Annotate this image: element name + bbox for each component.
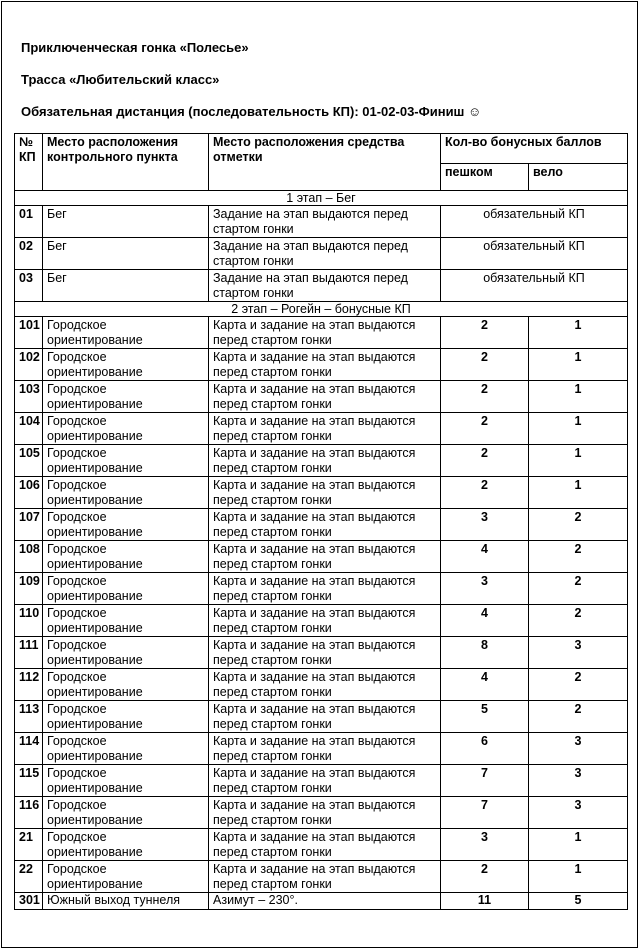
cp-foot-points: 3 <box>441 829 529 861</box>
cp-marking: Задание на этап выдаются перед стартом гонки <box>209 206 441 238</box>
cp-number: 301 <box>15 893 43 910</box>
table-row <box>15 381 628 413</box>
cp-foot-points: 5 <box>441 701 529 733</box>
cp-location: Городское ориентирование <box>43 605 209 637</box>
cp-foot-points: 2 <box>441 861 529 893</box>
cp-marking: Карта и задание на этап выдаются перед стартом гонки <box>209 765 441 797</box>
col-header-num: № КП <box>15 134 43 191</box>
table-row <box>15 861 628 893</box>
cp-foot-points: 3 <box>441 573 529 605</box>
cp-number: 113 <box>15 701 43 733</box>
stage-row <box>15 302 628 317</box>
cp-marking: Карта и задание на этап выдаются перед стартом гонки <box>209 669 441 701</box>
cp-marking: Карта и задание на этап выдаются перед стартом гонки <box>209 477 441 509</box>
col-header-location: Место расположения контрольного пункта <box>43 134 209 191</box>
cp-bike-points: 5 <box>529 893 628 910</box>
cp-foot-points: 2 <box>441 349 529 381</box>
table-row <box>15 349 628 381</box>
cp-foot-points: 4 <box>441 605 529 637</box>
cp-foot-points: 2 <box>441 413 529 445</box>
cp-number: 115 <box>15 765 43 797</box>
table-row <box>15 765 628 797</box>
cp-number: 21 <box>15 829 43 861</box>
cp-foot-points: 7 <box>441 765 529 797</box>
cp-marking: Карта и задание на этап выдаются перед стартом гонки <box>209 605 441 637</box>
col-header-foot: пешком <box>441 164 529 191</box>
cp-number: 108 <box>15 541 43 573</box>
cp-bike-points: 2 <box>529 669 628 701</box>
table-row <box>15 605 628 637</box>
cp-foot-points: 7 <box>441 797 529 829</box>
cp-number: 114 <box>15 733 43 765</box>
cp-location: Бег <box>43 238 209 270</box>
cp-marking: Карта и задание на этап выдаются перед стартом гонки <box>209 861 441 893</box>
table-row <box>15 797 628 829</box>
cp-location: Городское ориентирование <box>43 573 209 605</box>
cp-number: 110 <box>15 605 43 637</box>
stage-label: 1 этап – Бег <box>15 191 628 206</box>
cp-number: 03 <box>15 270 43 302</box>
cp-location: Городское ориентирование <box>43 701 209 733</box>
cp-marking: Карта и задание на этап выдаются перед стартом гонки <box>209 637 441 669</box>
cp-location: Городское ориентирование <box>43 317 209 349</box>
cp-location: Городское ориентирование <box>43 477 209 509</box>
cp-location: Городское ориентирование <box>43 669 209 701</box>
table-row <box>15 413 628 445</box>
cp-marking: Карта и задание на этап выдаются перед стартом гонки <box>209 317 441 349</box>
table-row <box>15 733 628 765</box>
cp-bike-points: 3 <box>529 765 628 797</box>
table-row <box>15 893 628 910</box>
cp-number: 101 <box>15 317 43 349</box>
cp-foot-points: 2 <box>441 317 529 349</box>
cp-marking: Карта и задание на этап выдаются перед стартом гонки <box>209 701 441 733</box>
stage-label: 2 этап – Рогейн – бонусные КП <box>15 302 628 317</box>
cp-location: Городское ориентирование <box>43 797 209 829</box>
cp-number: 102 <box>15 349 43 381</box>
table-row <box>15 541 628 573</box>
table-row <box>15 317 628 349</box>
table-row <box>15 206 628 238</box>
cp-bike-points: 3 <box>529 733 628 765</box>
cp-marking: Карта и задание на этап выдаются перед стартом гонки <box>209 413 441 445</box>
checkpoint-table <box>14 133 628 910</box>
cp-bike-points: 2 <box>529 509 628 541</box>
cp-foot-points: 2 <box>441 381 529 413</box>
distance-title: Обязательная дистанция (последовательность КП): 01-02-03-Финиш ☺ <box>21 104 482 119</box>
cp-bonus: обязательный КП <box>441 270 628 302</box>
cp-location: Городское ориентирование <box>43 765 209 797</box>
cp-number: 111 <box>15 637 43 669</box>
cp-number: 112 <box>15 669 43 701</box>
cp-bike-points: 3 <box>529 797 628 829</box>
cp-number: 104 <box>15 413 43 445</box>
cp-location: Бег <box>43 270 209 302</box>
cp-foot-points: 3 <box>441 509 529 541</box>
cp-number: 105 <box>15 445 43 477</box>
col-header-bike: вело <box>529 164 628 191</box>
table-row <box>15 477 628 509</box>
cp-bike-points: 1 <box>529 861 628 893</box>
table-row <box>15 701 628 733</box>
table-row <box>15 509 628 541</box>
cp-marking: Карта и задание на этап выдаются перед стартом гонки <box>209 381 441 413</box>
cp-bike-points: 1 <box>529 477 628 509</box>
cp-marking: Карта и задание на этап выдаются перед стартом гонки <box>209 797 441 829</box>
cp-bike-points: 2 <box>529 701 628 733</box>
cp-bike-points: 1 <box>529 317 628 349</box>
cp-marking: Азимут – 230°. <box>209 893 441 910</box>
cp-bike-points: 2 <box>529 541 628 573</box>
cp-bike-points: 1 <box>529 413 628 445</box>
cp-marking: Задание на этап выдаются перед стартом гонки <box>209 270 441 302</box>
cp-location: Южный выход туннеля <box>43 893 209 910</box>
cp-marking: Карта и задание на этап выдаются перед стартом гонки <box>209 349 441 381</box>
table-row <box>15 573 628 605</box>
cp-number: 02 <box>15 238 43 270</box>
cp-foot-points: 4 <box>441 669 529 701</box>
table-row <box>15 637 628 669</box>
cp-number: 103 <box>15 381 43 413</box>
cp-number: 22 <box>15 861 43 893</box>
cp-bonus: обязательный КП <box>441 206 628 238</box>
cp-marking: Карта и задание на этап выдаются перед стартом гонки <box>209 733 441 765</box>
cp-bike-points: 1 <box>529 829 628 861</box>
track-title: Трасса «Любительский класс» <box>21 72 220 87</box>
cp-number: 109 <box>15 573 43 605</box>
cp-location: Городское ориентирование <box>43 733 209 765</box>
cp-marking: Задание на этап выдаются перед стартом гонки <box>209 238 441 270</box>
cp-location: Городское ориентирование <box>43 381 209 413</box>
table-row <box>15 829 628 861</box>
cp-bike-points: 3 <box>529 637 628 669</box>
cp-foot-points: 2 <box>441 477 529 509</box>
cp-bike-points: 1 <box>529 349 628 381</box>
table-row <box>15 238 628 270</box>
cp-foot-points: 4 <box>441 541 529 573</box>
cp-number: 116 <box>15 797 43 829</box>
stage-row <box>15 191 628 206</box>
cp-location: Городское ориентирование <box>43 349 209 381</box>
cp-marking: Карта и задание на этап выдаются перед стартом гонки <box>209 829 441 861</box>
cp-bike-points: 2 <box>529 573 628 605</box>
cp-marking: Карта и задание на этап выдаются перед стартом гонки <box>209 445 441 477</box>
cp-foot-points: 2 <box>441 445 529 477</box>
cp-location: Городское ориентирование <box>43 829 209 861</box>
table-row <box>15 445 628 477</box>
cp-number: 106 <box>15 477 43 509</box>
table-row <box>15 669 628 701</box>
cp-foot-points: 6 <box>441 733 529 765</box>
cp-location: Бег <box>43 206 209 238</box>
cp-number: 107 <box>15 509 43 541</box>
cp-marking: Карта и задание на этап выдаются перед стартом гонки <box>209 541 441 573</box>
cp-bonus: обязательный КП <box>441 238 628 270</box>
cp-location: Городское ориентирование <box>43 445 209 477</box>
col-header-bonus: Кол-во бонусных баллов <box>441 134 628 164</box>
cp-location: Городское ориентирование <box>43 861 209 893</box>
cp-number: 01 <box>15 206 43 238</box>
cp-location: Городское ориентирование <box>43 637 209 669</box>
race-title: Приключенческая гонка «Полесье» <box>21 40 249 55</box>
cp-location: Городское ориентирование <box>43 509 209 541</box>
cp-marking: Карта и задание на этап выдаются перед стартом гонки <box>209 573 441 605</box>
table-row <box>15 270 628 302</box>
cp-foot-points: 8 <box>441 637 529 669</box>
col-header-marking: Место расположения средства отметки <box>209 134 441 191</box>
cp-foot-points: 11 <box>441 893 529 910</box>
cp-bike-points: 1 <box>529 445 628 477</box>
cp-bike-points: 2 <box>529 605 628 637</box>
cp-location: Городское ориентирование <box>43 541 209 573</box>
cp-marking: Карта и задание на этап выдаются перед стартом гонки <box>209 509 441 541</box>
cp-location: Городское ориентирование <box>43 413 209 445</box>
cp-bike-points: 1 <box>529 381 628 413</box>
